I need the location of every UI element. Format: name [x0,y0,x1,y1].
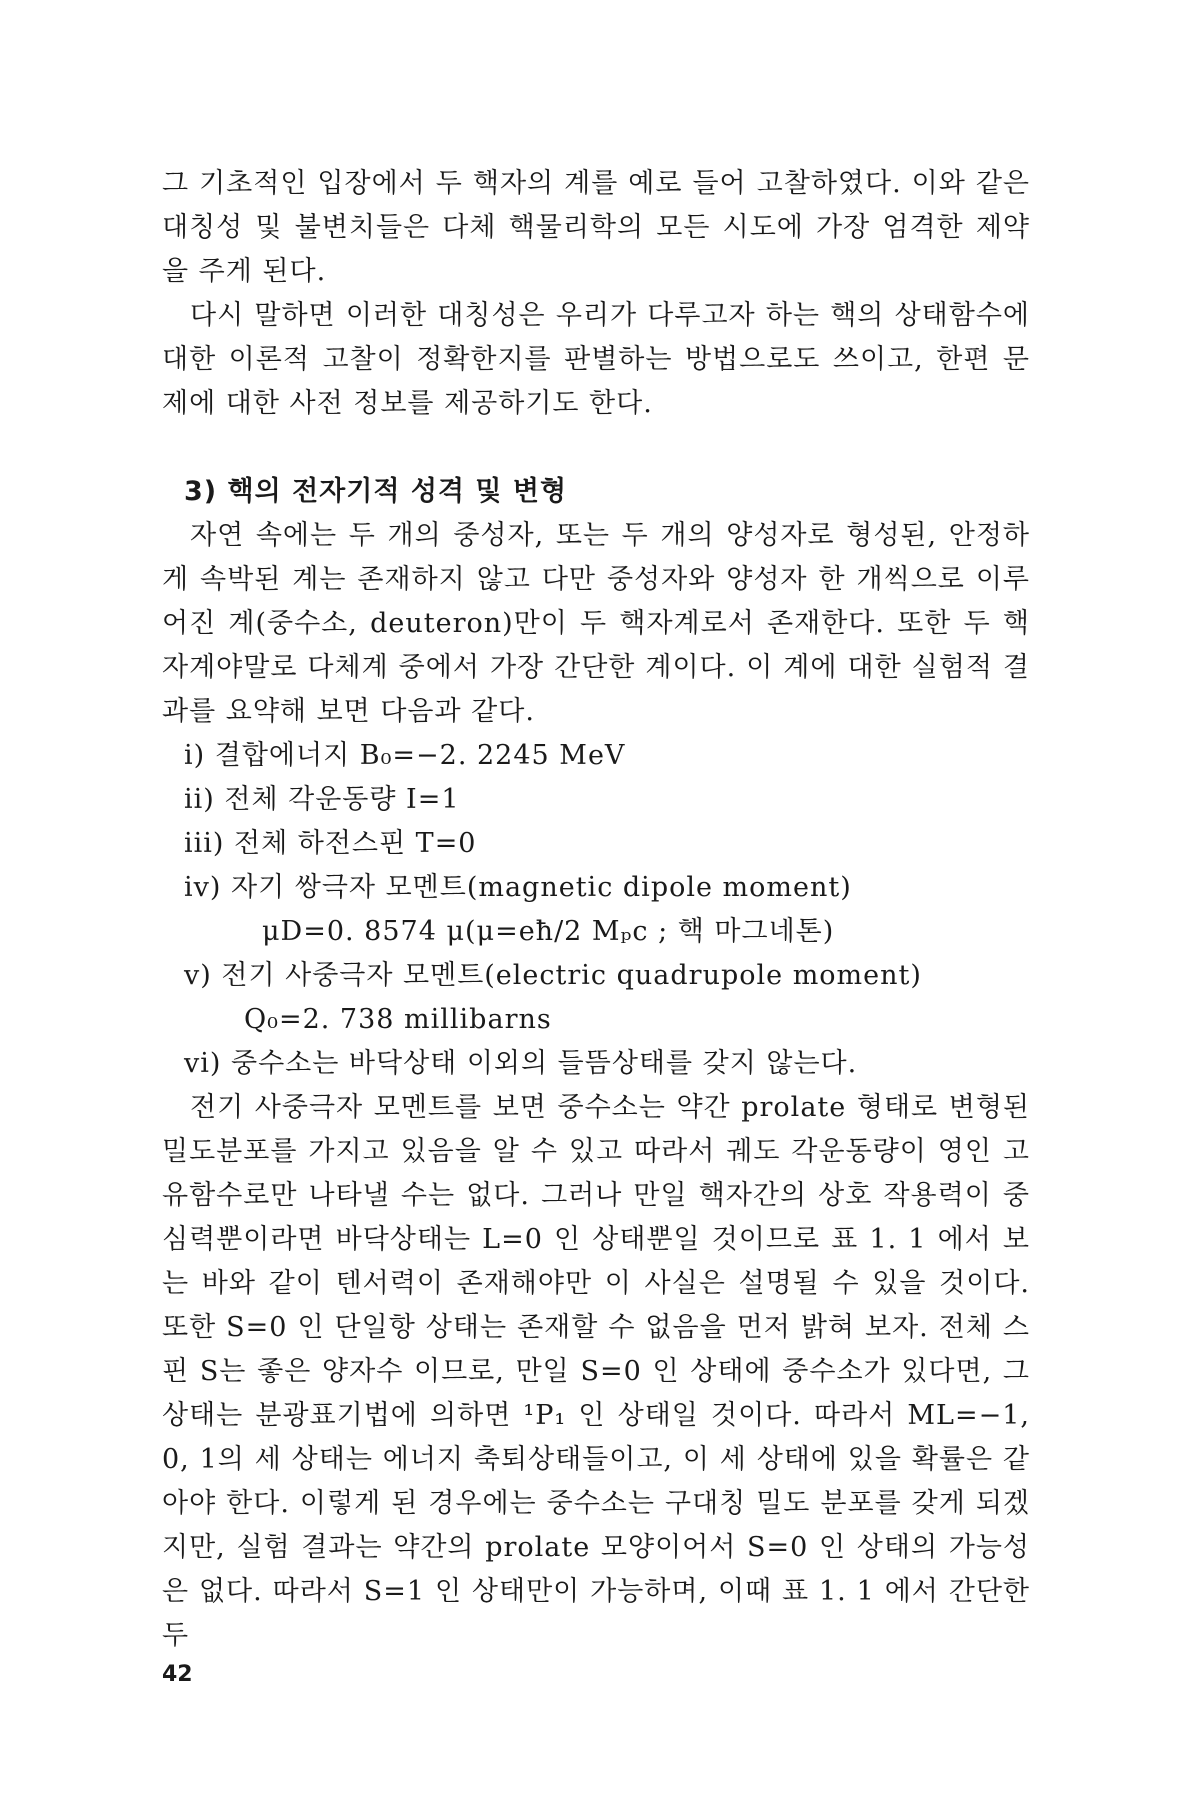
property-binding-energy: i) 결합에너지 B₀=−2. 2245 MeV [184,740,626,771]
paragraph-symmetry-constraints: 그 기초적인 입장에서 두 핵자의 계를 예로 들어 고찰하였다. 이와 같은 대칭성 및 불변치들은 다체 핵물리학의 모든 시도에 가장 엄격한 제약을 주게 된다. [162,168,1030,287]
property-magnetic-dipole: iv) 자기 쌍극자 모멘트(magnetic dipole moment) [184,872,852,903]
page-number: 42 [162,1662,193,1687]
property-angular-momentum: ii) 전체 각운동량 I=1 [184,784,460,815]
property-magnetic-dipole-value: μD=0. 8574 μ(μ=eħ/2 Mₚc ; 핵 마그네톤) [262,916,835,947]
property-electric-quadrupole-value: Q₀=2. 738 millibarns [244,1004,552,1035]
property-electric-quadrupole: v) 전기 사중극자 모멘트(electric quadrupole moment) [184,960,922,991]
section-heading: 3) 핵의 전자기적 성격 및 변형 [184,476,568,507]
property-no-excited-states: vi) 중수소는 바닥상태 이외의 들뜸상태를 갖지 않는다. [184,1048,858,1079]
paragraph-symmetry-usage: 다시 말하면 이러한 대칭성은 우리가 다루고자 하는 핵의 상태함수에 대한 이론적 고찰이 정확한지를 판별하는 방법으로도 쓰이고, 한편 문제에 대한 사전 정보를 제공하기도 한다. [162,300,1030,419]
paragraph-quadrupole-discussion: 전기 사중극자 모멘트를 보면 중수소는 약간 prolate 형태로 변형된 밀도분포를 가지고 있음을 알 수 있고 따라서 궤도 각운동량이 영인 고유함수로만 나타낼 수는 없다. 그러나 만일 핵자간의 상호 작용력이 중심력뿐이라면 바닥상태는 L=0 인 상태뿐일 것이므로 표 1. 1 에서 보는 바와 같이 텐서력이 존재해야만 이 사실은 설명될 수 있을 것이다. 또한 S=0 인 단일항 상태는 존재할 수 없음을 먼저 밝혀 보자. 전체 스핀 S는 좋은 양자수 이므로, 만일 S=0 인 상태에 중수소가 있다면, 그 상태는 분광표기법에 의하면 ¹P₁ 인 상태일 것이다. 따라서 ML=−1, 0, 1의 세 상태는 에너지 축퇴상태들이고, 이 세 상태에 있을 확률은 같아야 한다. 이렇게 된 경우에는 중수소는 구대칭 밀도 분포를 갖게 되겠지만, 실험 결과는 약간의 prolate 모양이어서 S=0 인 상태의 가능성은 없다. 따라서 S=1 인 상태만이 가능하며, 이때 표 1. 1 에서 간단한 두 [162,1092,1030,1651]
property-isospin: iii) 전체 하전스핀 T=0 [184,828,477,859]
section-spacer [162,426,1030,470]
page-body [162,162,1030,1658]
deuteron-properties-list [162,734,1030,1086]
paragraph-deuteron-intro: 자연 속에는 두 개의 중성자, 또는 두 개의 양성자로 형성된, 안정하게 속박된 계는 존재하지 않고 다만 중성자와 양성자 한 개씩으로 이루어진 계(중수소, deuteron)만이 두 핵자계로서 존재한다. 또한 두 핵자계야말로 다체계 중에서 가장 간단한 계이다. 이 계에 대한 실험적 결과를 요약해 보면 다음과 같다. [162,520,1030,727]
